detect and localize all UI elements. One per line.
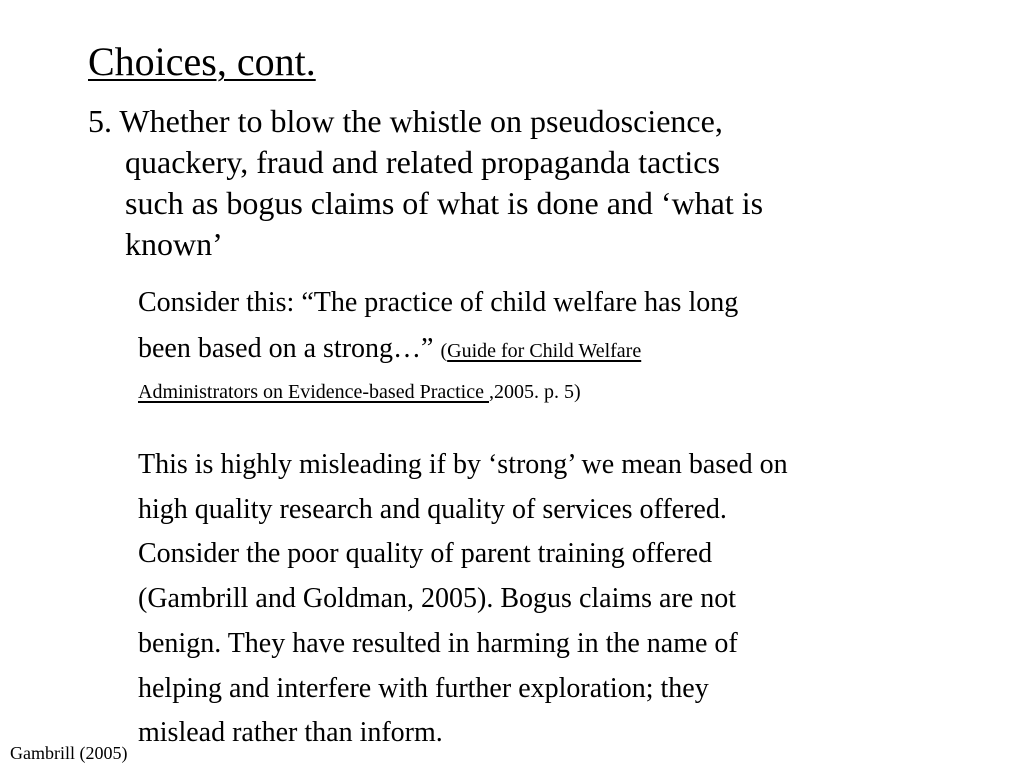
citation-line <box>138 372 958 412</box>
paragraph-line: benign. They have resulted in harming in the name of <box>138 627 738 659</box>
paragraph-line: mislead rather than inform. <box>138 717 443 749</box>
paragraph-line: This is highly misleading if by ‘strong’ we mean based on <box>138 449 788 480</box>
point-line <box>88 101 948 142</box>
citation-link-continued[interactable]: Administrators on Evidence-based Practice <box>138 381 489 403</box>
commentary-paragraph <box>138 443 958 756</box>
point-number: 5. <box>88 103 112 139</box>
citation-tail: ,2005. p. 5) <box>489 381 581 403</box>
quote-line <box>138 326 958 372</box>
citation-open: ( <box>440 340 448 362</box>
footer-source: Gambrill (2005) <box>10 743 128 763</box>
paragraph-line: (Gambrill and Goldman, 2005). Bogus claims are not <box>138 583 736 615</box>
quote-line: Consider this: “The practice of child welfare has long <box>138 287 739 318</box>
quote-text: been based on a strong…” <box>138 333 434 364</box>
point-text: Whether to blow the whistle on pseudoscience, <box>119 103 723 139</box>
paragraph-line: helping and interfere with further exploration; they <box>138 672 709 704</box>
point-line: known’ <box>125 226 223 262</box>
quote-block <box>138 280 958 412</box>
bullet-point-5 <box>88 101 948 265</box>
citation-link[interactable]: Guide for Child Welfare <box>447 340 642 362</box>
slide-title: Choices, cont. <box>88 39 316 84</box>
paragraph-line: high quality research and quality of services offered. <box>138 493 727 525</box>
point-line: quackery, fraud and related propaganda tactics <box>125 144 720 180</box>
point-line: such as bogus claims of what is done and ‘what is <box>125 185 764 221</box>
paragraph-line: Consider the poor quality of parent training offered <box>138 538 713 570</box>
